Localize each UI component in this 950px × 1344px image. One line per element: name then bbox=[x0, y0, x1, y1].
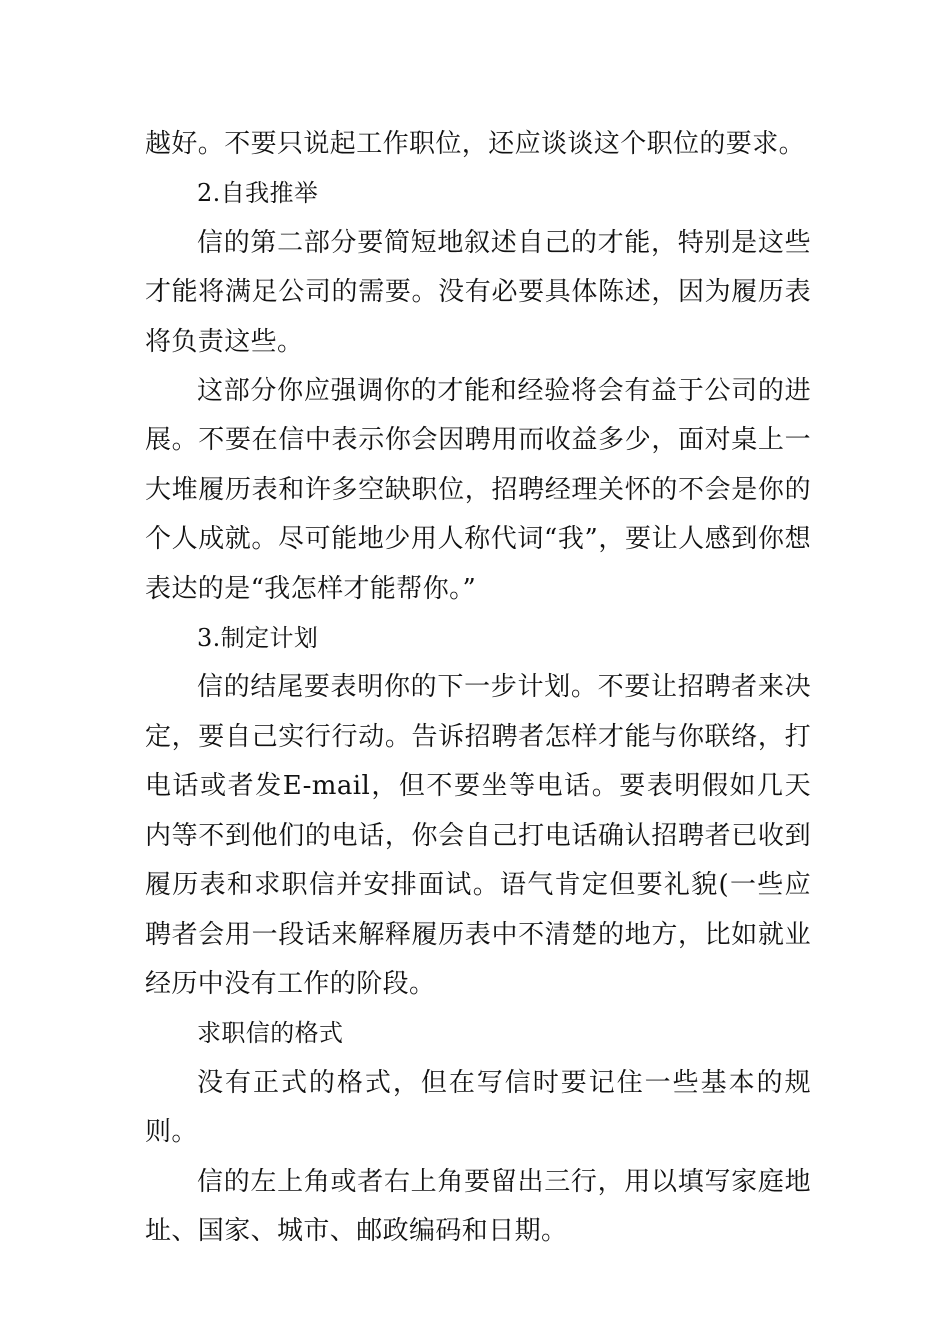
paragraph-next-step: 信的结尾要表明你的下一步计划。不要让招聘者来决定，要自己实行行动。告诉招聘者怎样才能与你联络，打电话或者发E-mail，但不要坐等电话。要表明假如几天内等不到他们的电话，你会自己打电话确认招聘者已收到履历表和求职信并安排面试。语气肯定但要礼貌(一些应聘者会用一段话来解释履历表中不清楚的地方，比如就业经历中没有工作的阶段。 bbox=[145, 672, 811, 999]
paragraph-abilities: 信的第二部分要简短地叙述自己的才能，特别是这些才能将满足公司的需要。没有必要具体陈述，因为履历表将负责这些。 bbox=[145, 227, 811, 357]
document-page bbox=[145, 120, 811, 1256]
paragraph-continuation: 越好。不要只说起工作职位，还应谈谈这个职位的要求。 bbox=[145, 129, 806, 159]
section-heading-letter-format: 求职信的格式 bbox=[197, 1019, 344, 1048]
section-heading-make-plan: 3.制定计划 bbox=[197, 624, 319, 653]
paragraph-emphasize-benefits: 这部分你应强调你的才能和经验将会有益于公司的进展。不要在信中表示你会因聘用而收益多少，面对桌上一大堆履历表和许多空缺职位，招聘经理关怀的不会是你的个人成就。尽可能地少用人称代词“我”，要让人感到你想表达的是“我怎样才能帮你。” bbox=[145, 376, 811, 604]
paragraph-address-block: 信的左上角或者右上角要留出三行，用以填写家庭地址、国家、城市、邮政编码和日期。 bbox=[145, 1166, 811, 1246]
paragraph-no-formal-format: 没有正式的格式，但在写信时要记住一些基本的规则。 bbox=[145, 1067, 811, 1148]
section-heading-self-recommendation: 2.自我推举 bbox=[197, 179, 319, 208]
